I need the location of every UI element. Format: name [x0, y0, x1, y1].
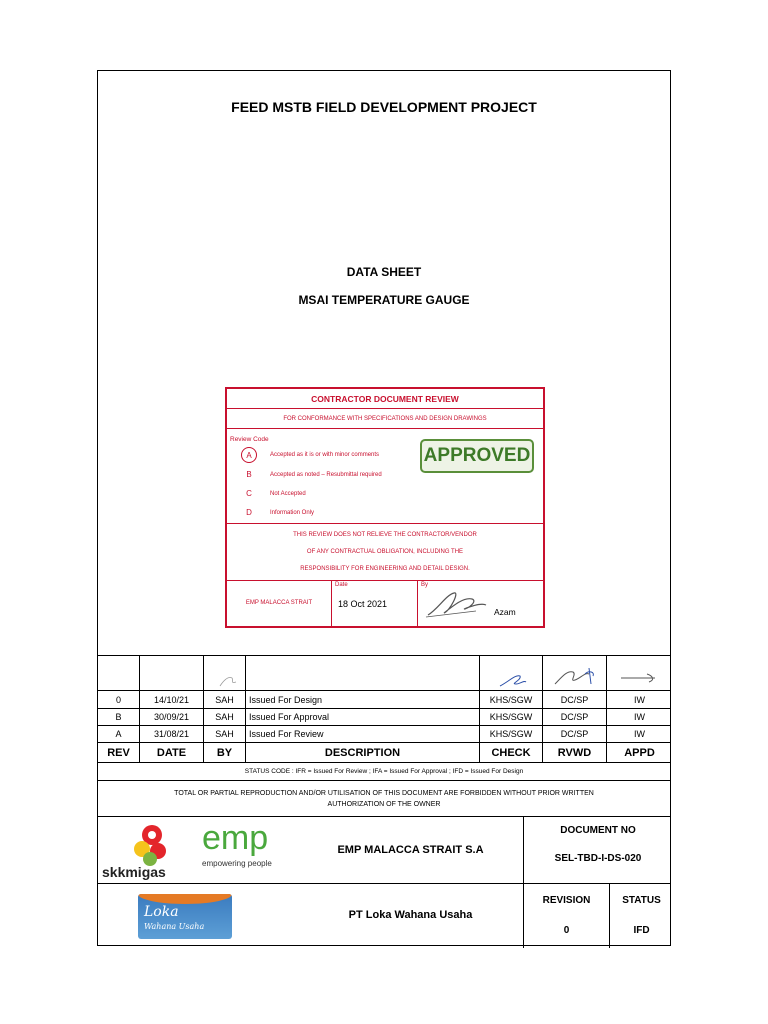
review-code-a-text: Accepted as it is or with minor comments — [270, 452, 380, 458]
appd-cell: IW — [634, 712, 645, 722]
appd-cell: IW — [634, 729, 645, 739]
project-title: FEED MSTB FIELD DEVELOPMENT PROJECT — [231, 99, 537, 115]
reproduction-notice-line-1: TOTAL OR PARTIAL REPRODUCTION AND/OR UTILISATION OF THIS DOCUMENT ARE FORBIDDEN WITHOUT PRIOR WRITTEN — [174, 790, 594, 797]
stamp-note — [227, 524, 543, 581]
reproduction-notice-line-2: AUTHORIZATION OF THE OWNER — [327, 801, 441, 808]
rvwd-signature — [553, 666, 597, 688]
header-description: DESCRIPTION — [246, 743, 480, 762]
company-name-loka: PT Loka Wahana Usaha — [348, 909, 473, 921]
review-code-c-text: Not Accepted — [270, 491, 306, 497]
review-code-b: B — [246, 470, 252, 479]
revision-status-cell — [523, 883, 672, 948]
item-title: MSAI TEMPERATURE GAUGE — [298, 293, 470, 307]
header-check: CHECK — [480, 743, 543, 762]
skkmigas-wordmark: skkmigas — [102, 864, 166, 880]
note-line-3: RESPONSIBILITY FOR ENGINEERING AND DETAIL DESIGN. — [300, 566, 470, 572]
rvwd-cell: DC/SP — [543, 709, 607, 725]
rvwd-cell: DC/SP — [543, 691, 607, 708]
by-initials-signature — [218, 674, 238, 688]
review-code-label: Review Code — [230, 436, 269, 443]
stamp-footer — [227, 581, 543, 626]
table-row — [98, 708, 670, 725]
review-code-d-text: Information Only — [270, 510, 315, 516]
header-rvwd: RVWD — [543, 743, 607, 762]
table-header-row — [98, 742, 670, 762]
title-block — [98, 816, 670, 947]
description-cell: Issued For Review — [246, 726, 480, 742]
stamp-by-value: Azam — [494, 607, 516, 617]
by-cell: SAH — [204, 691, 246, 708]
stamp-date-value: 18 Oct 2021 — [338, 599, 388, 609]
stamp-date-cell — [332, 581, 418, 626]
review-code-a: A — [241, 447, 257, 463]
description-cell: Issued For Approval — [246, 709, 480, 725]
stamp-by-cell — [418, 581, 543, 626]
date-cell: 14/10/21 — [140, 691, 204, 708]
check-cell: KHS/SGW — [480, 709, 543, 725]
note-line-2: OF ANY CONTRACTUAL OBLIGATION, INCLUDING THE — [306, 549, 464, 555]
company-name-emp: EMP MALACCA STRAIT S.A — [337, 844, 484, 856]
revision-value: 0 — [563, 925, 570, 936]
check-signature — [498, 672, 528, 688]
status-code-legend: STATUS CODE : IFR = Issued For Review ; IFA = Issued For Approval ; IFD = Issued For Design — [98, 762, 670, 780]
review-code-c: C — [246, 489, 252, 498]
rev-cell: 0 — [98, 691, 140, 708]
stamp-by-label: By — [421, 582, 429, 588]
reviewer-signature — [424, 587, 490, 621]
date-cell: 30/09/21 — [140, 709, 204, 725]
document-number-value: SEL-TBD-I-DS-020 — [554, 853, 642, 864]
rev-cell: B — [98, 709, 140, 725]
sheet-title: DATA SHEET — [346, 265, 422, 279]
document-number-cell — [523, 817, 672, 883]
loka-wordmark: Loka — [144, 904, 179, 920]
by-cell: SAH — [204, 709, 246, 725]
header-date: DATE — [140, 743, 204, 762]
loka-logo-cell — [98, 883, 298, 948]
revision-label: REVISION — [542, 895, 591, 906]
review-code-b-text: Accepted as noted – Resubmittal required — [270, 472, 382, 478]
stamp-org: EMP MALACCA STRAIT — [227, 581, 332, 626]
emp-logo — [202, 819, 296, 879]
header-appd: APPD — [624, 747, 655, 759]
note-line-1: THIS REVIEW DOES NOT RELIEVE THE CONTRACTOR/VENDOR — [293, 532, 477, 538]
check-cell: KHS/SGW — [480, 691, 543, 708]
header-rev: REV — [98, 743, 140, 762]
contractor-review-stamp — [225, 387, 545, 628]
company-logos — [98, 817, 298, 883]
by-cell: SAH — [204, 726, 246, 742]
emp-tagline: empowering people — [202, 859, 272, 868]
table-row — [98, 690, 670, 708]
emp-wordmark: emp — [202, 819, 269, 857]
date-cell: 31/08/21 — [140, 726, 204, 742]
document-sheet — [97, 70, 671, 946]
check-cell: KHS/SGW — [480, 726, 543, 742]
loka-logo — [138, 894, 232, 939]
rev-cell: A — [98, 726, 140, 742]
approved-stamp: APPROVED — [420, 439, 534, 473]
review-codes — [227, 429, 543, 524]
appd-signature — [619, 670, 659, 686]
loka-subtitle: Wahana Usaha — [144, 922, 205, 931]
review-code-d: D — [246, 508, 252, 517]
table-row — [98, 725, 670, 742]
signature-row — [98, 655, 670, 690]
status-label: STATUS — [622, 895, 661, 906]
stamp-conformance: FOR CONFORMANCE WITH SPECIFICATIONS AND DESIGN DRAWINGS — [227, 409, 543, 429]
appd-cell: IW — [634, 695, 645, 705]
document-number-label: DOCUMENT NO — [560, 825, 636, 836]
description-cell: Issued For Design — [246, 691, 480, 708]
rvwd-cell: DC/SP — [543, 726, 607, 742]
stamp-header: CONTRACTOR DOCUMENT REVIEW — [227, 389, 543, 409]
header-by: BY — [204, 743, 246, 762]
skkmigas-logo — [102, 821, 198, 881]
status-value: IFD — [633, 925, 650, 936]
stamp-date-label: Date — [335, 582, 348, 588]
reproduction-notice — [98, 780, 670, 816]
